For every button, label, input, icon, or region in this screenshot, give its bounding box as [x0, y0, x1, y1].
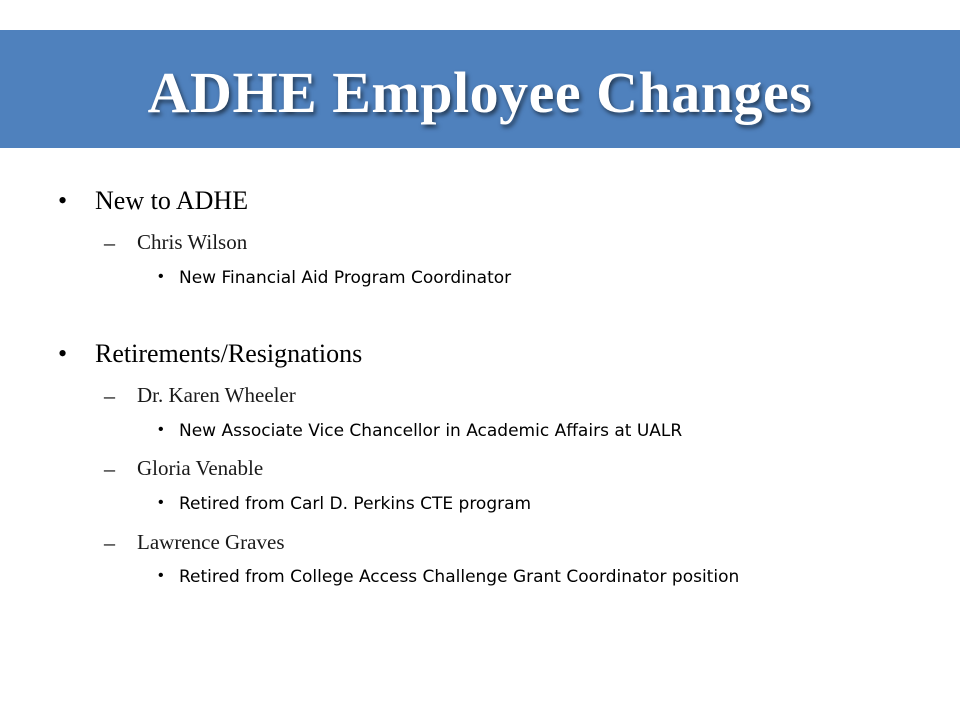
section-heading: Retirements/Resignations	[95, 339, 363, 368]
section-heading: New to ADHE	[95, 186, 249, 215]
person-name: Chris Wilson	[137, 230, 248, 254]
bullet-marker: •	[58, 186, 68, 215]
dash-marker: –	[104, 530, 115, 555]
dash-marker: –	[104, 383, 115, 408]
bullet-marker: •	[158, 567, 164, 584]
bullet-marker: •	[158, 268, 164, 285]
bullet-marker: •	[158, 421, 164, 438]
person-name: Lawrence Graves	[137, 530, 285, 554]
dash-marker: –	[104, 456, 115, 481]
detail-text: New Financial Aid Program Coordinator	[179, 268, 512, 288]
detail-text: Retired from Carl D. Perkins CTE program	[179, 494, 532, 514]
detail-text: Retired from College Access Challenge Grant Coordinator position	[179, 567, 740, 587]
dash-marker: –	[104, 230, 115, 255]
detail-text: New Associate Vice Chancellor in Academic Affairs at UALR	[179, 421, 683, 441]
bullet-marker: •	[58, 339, 68, 368]
slide-title: ADHE Employee Changes	[147, 60, 813, 125]
person-name: Dr. Karen Wheeler	[137, 383, 296, 407]
bullet-marker: •	[158, 494, 164, 511]
person-name: Gloria Venable	[137, 456, 264, 480]
